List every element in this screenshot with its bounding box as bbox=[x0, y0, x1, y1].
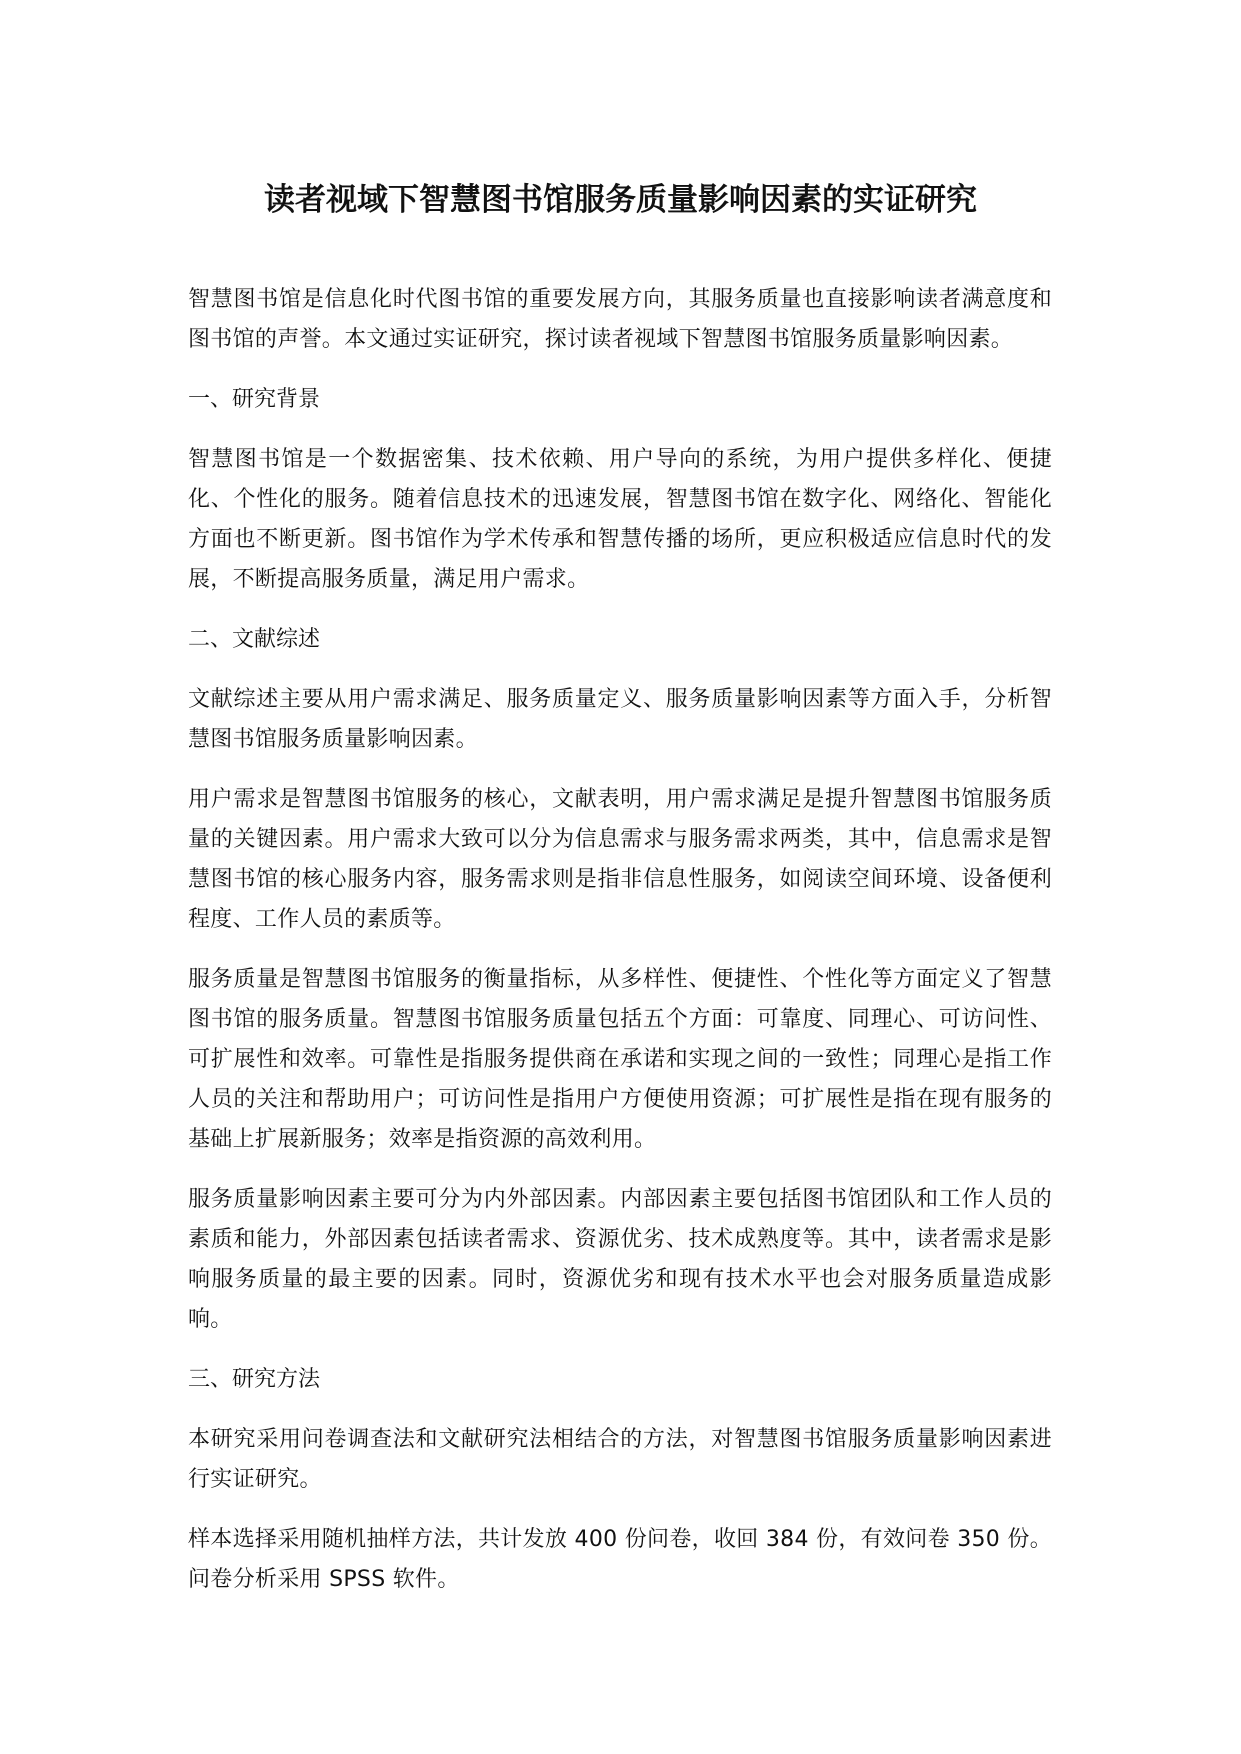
document-title: 读者视域下智慧图书馆服务质量影响因素的实证研究 bbox=[264, 182, 977, 218]
paragraph-sampling: 样本选择采用随机抽样方法，共计发放 400 份问卷，收回 384 份，有效问卷 350 份。问卷分析采用 SPSS 软件。 bbox=[188, 1527, 1052, 1592]
paragraph-service-quality: 服务质量是智慧图书馆服务的衡量指标，从多样性、便捷性、个性化等方面定义了智慧图书馆的服务质量。智慧图书馆服务质量包括五个方面：可靠度、同理心、可访问性、可扩展性和效率。可靠性是指服务提供商在承诺和实现之间的一致性；同理心是指工作人员的关注和帮助用户；可访问性是指用户方便使用资源；可扩展性是指在现有服务的基础上扩展新服务；效率是指资源的高效利用。 bbox=[188, 967, 1052, 1152]
section-heading-background: 一、研究背景 bbox=[188, 387, 321, 412]
paragraph-literature-overview: 文献综述主要从用户需求满足、服务质量定义、服务质量影响因素等方面入手，分析智慧图书馆服务质量影响因素。 bbox=[188, 687, 1052, 752]
section-heading-literature-review: 二、文献综述 bbox=[188, 627, 321, 652]
paragraph-background: 智慧图书馆是一个数据密集、技术依赖、用户导向的系统，为用户提供多样化、便捷化、个性化的服务。随着信息技术的迅速发展，智慧图书馆在数字化、网络化、智能化方面也不断更新。图书馆作为学术传承和智慧传播的场所，更应积极适应信息时代的发展，不断提高服务质量，满足用户需求。 bbox=[188, 447, 1052, 592]
document-body bbox=[188, 280, 1052, 1620]
paragraph-intro: 智慧图书馆是信息化时代图书馆的重要发展方向，其服务质量也直接影响读者满意度和图书馆的声誉。本文通过实证研究，探讨读者视域下智慧图书馆服务质量影响因素。 bbox=[188, 287, 1052, 352]
section-heading-methods: 三、研究方法 bbox=[188, 1367, 321, 1392]
paragraph-methods: 本研究采用问卷调查法和文献研究法相结合的方法，对智慧图书馆服务质量影响因素进行实证研究。 bbox=[188, 1427, 1052, 1492]
paragraph-influencing-factors: 服务质量影响因素主要可分为内外部因素。内部因素主要包括图书馆团队和工作人员的素质和能力，外部因素包括读者需求、资源优劣、技术成熟度等。其中，读者需求是影响服务质量的最主要的因素。同时，资源优劣和现有技术水平也会对服务质量造成影响。 bbox=[188, 1187, 1052, 1332]
paragraph-user-needs: 用户需求是智慧图书馆服务的核心，文献表明，用户需求满足是提升智慧图书馆服务质量的关键因素。用户需求大致可以分为信息需求与服务需求两类，其中，信息需求是智慧图书馆的核心服务内容，服务需求则是指非信息性服务，如阅读空间环境、设备便利程度、工作人员的素质等。 bbox=[188, 787, 1052, 932]
